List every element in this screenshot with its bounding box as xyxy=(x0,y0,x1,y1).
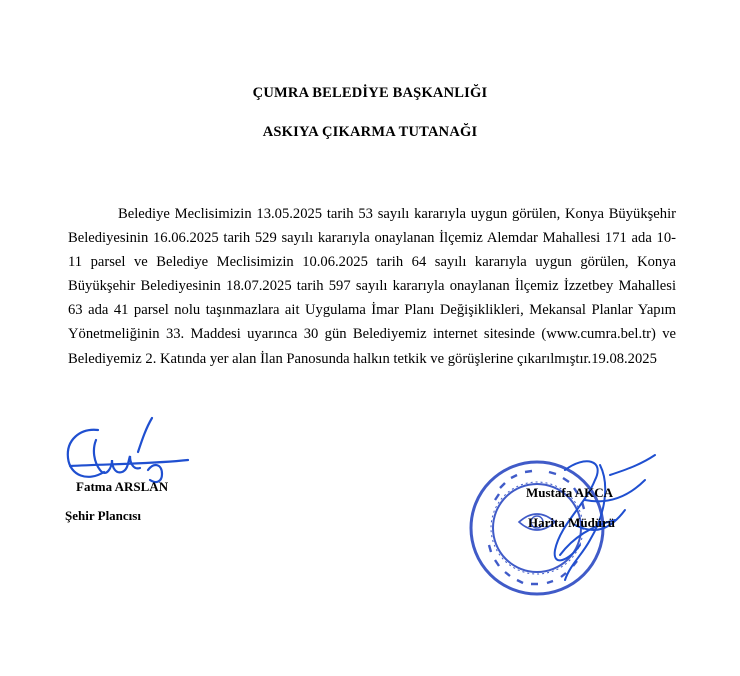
right-signatory-name: Mustafa AKCA xyxy=(526,485,614,500)
left-handwritten-signature xyxy=(68,418,188,482)
heading-institution: ÇUMRA BELEDİYE BAŞKANLIĞI xyxy=(252,85,488,101)
left-signatory-name: Fatma ARSLAN xyxy=(76,479,169,494)
heading-title: ASKIYA ÇIKARMA TUTANAĞI xyxy=(262,124,478,140)
left-signatory-title: Şehir Plancısı xyxy=(65,508,141,523)
body-paragraph: Belediye Meclisimizin 13.05.2025 tarih 53 sayılı kararıyla uygun görülen, Konya Büyükşehir Belediyesinin 16.06.2025 tarih 529 sayılı kararıyla onaylanan İlçemiz Alemdar Mahallesi 171 ada 10-11 parsel ve Belediye Meclisimizin 10.06.2025 tarih 64 sayılı kararıyla uygun görülen, Konya Büyükşehir Belediyesinin 18.07.2025 tarih 597 sayılı kararıyla onaylanan İlçemiz İzzetbey Mahallesi 63 ada 41 parsel nolu taşınmazlara ait Uygulama İmar Planı Değişiklikleri, Mekansal Planlar Yapım Yönetmeliğinin 33. Maddesi uyarınca 30 gün Belediyemiz internet sitesinde (www.cumra.bel.tr) ve Belediyemiz 2. Katında yer alan İlan Panosunda halkın tetkik ve görüşlerine çıkarılmıştır.19.08.2025 xyxy=(68,206,676,367)
right-signatory-title: Harita Müdürü xyxy=(528,515,616,530)
